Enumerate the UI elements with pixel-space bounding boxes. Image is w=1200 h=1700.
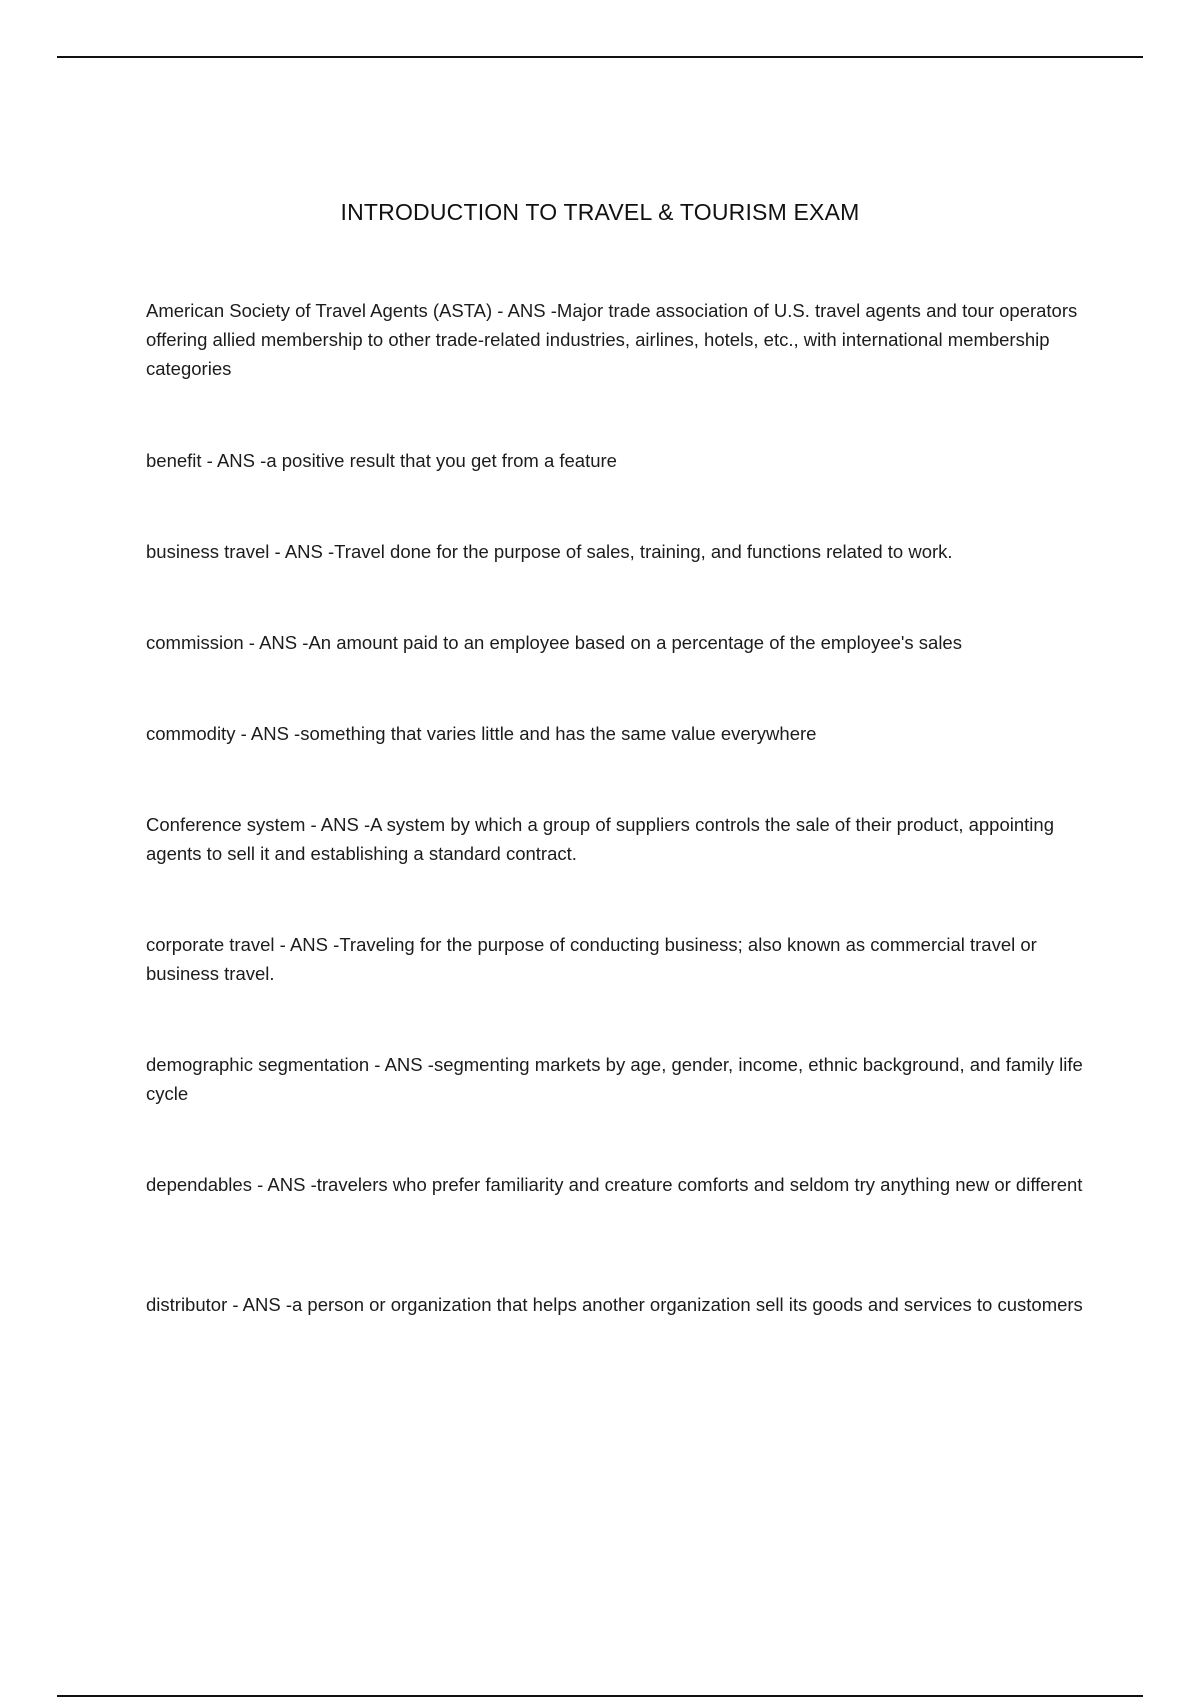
entry-term: corporate travel: [146, 934, 275, 955]
entry-definition: something that varies little and has the same value everywhere: [300, 723, 817, 744]
glossary-entry: [146, 446, 1086, 475]
entry-separator: - ANS -: [305, 814, 371, 835]
entry-separator: - ANS -: [269, 541, 335, 562]
entry-definition: Traveling for the purpose of conducting business; also known as commercial travel or business travel.: [146, 934, 1037, 984]
entry-term: American Society of Travel Agents (ASTA): [146, 300, 493, 321]
entry-separator: - ANS -: [235, 723, 301, 744]
glossary-entry: [146, 719, 1086, 748]
bottom-rule: [57, 1695, 1143, 1697]
entry-term: demographic segmentation: [146, 1054, 370, 1075]
glossary-entry: [146, 1050, 1086, 1108]
page-title: INTRODUCTION TO TRAVEL & TOURISM EXAM: [340, 199, 860, 225]
entry-definition: a person or organization that helps another organization sell its goods and services to customers: [292, 1294, 1083, 1315]
entry-term: commission: [146, 632, 244, 653]
entry-definition: travelers who prefer familiarity and creature comforts and seldom try anything new or different: [316, 1174, 1083, 1195]
glossary-entry: [146, 537, 1086, 566]
glossary-entry: [146, 810, 1086, 868]
entry-definition: An amount paid to an employee based on a percentage of the employee's sales: [308, 632, 962, 653]
entry-definition: a positive result that you get from a feature: [266, 450, 617, 471]
glossary-entry: [146, 930, 1086, 988]
entry-definition: segmenting markets by age, gender, income, ethnic background, and family life cycle: [146, 1054, 1083, 1104]
entry-term: Conference system: [146, 814, 306, 835]
glossary-entry: [146, 296, 1086, 383]
entry-separator: - ANS -: [227, 1294, 292, 1315]
entry-definition: Major trade association of U.S. travel agents and tour operators offering allied membership to other trade-related industries, airlines, hotels, etc., with international membership categories: [146, 300, 1078, 379]
entry-separator: - ANS -: [369, 1054, 434, 1075]
entry-term: benefit: [146, 450, 202, 471]
entry-term: dependables: [146, 1174, 252, 1195]
glossary-entry: [146, 1290, 1086, 1319]
glossary-entry: [146, 1170, 1086, 1199]
entry-separator: - ANS -: [251, 1174, 317, 1195]
entry-separator: - ANS -: [243, 632, 309, 653]
entry-definition: Travel done for the purpose of sales, training, and functions related to work.: [334, 541, 953, 562]
entry-term: commodity: [146, 723, 236, 744]
entry-separator: - ANS -: [492, 300, 557, 321]
entry-separator: - ANS -: [201, 450, 267, 471]
entry-separator: - ANS -: [274, 934, 340, 955]
top-rule: [57, 56, 1143, 58]
entry-term: business travel: [146, 541, 270, 562]
entry-definition: A system by which a group of suppliers controls the sale of their product, appointing agents to sell it and establishing a standard contract.: [146, 814, 1054, 864]
entry-term: distributor: [146, 1294, 228, 1315]
glossary-entry: [146, 628, 1086, 657]
